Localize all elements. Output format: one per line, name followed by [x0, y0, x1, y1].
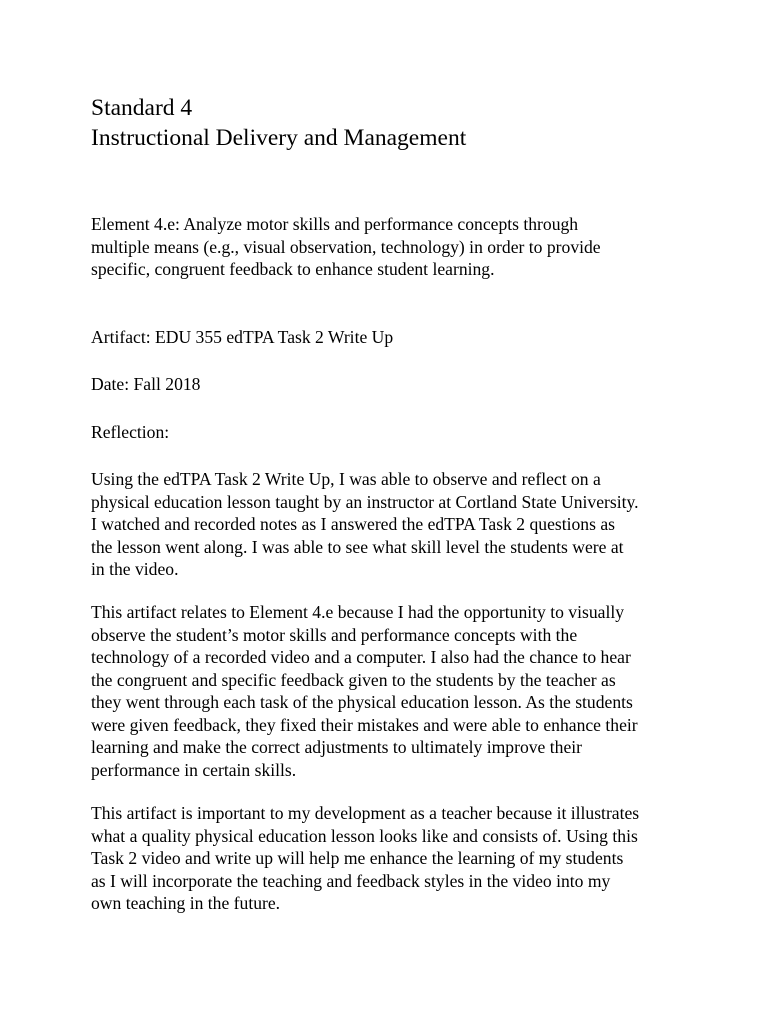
element-line: Element 4.e: Analyze motor skills and performance concepts through: [91, 214, 579, 234]
date-line: Date: Fall 2018: [91, 374, 201, 394]
paragraph-line: they went through each task of the physical education lesson. As the students: [91, 692, 633, 712]
paragraph-line: performance in certain skills.: [91, 759, 297, 780]
paragraph-line: This artifact is important to my development as a teacher because it illustrates: [91, 803, 640, 823]
reflection-paragraph-3: [91, 802, 639, 915]
reflection-paragraph-2: [91, 601, 638, 781]
document-page: [91, 93, 691, 913]
element-line: multiple means (e.g., visual observation, technology) in order to provide: [91, 236, 601, 257]
paragraph-line: I watched and recorded notes as I answered the edTPA Task 2 questions as: [91, 514, 615, 534]
standard-number: Standard 4: [91, 95, 193, 121]
paragraph-line: in the video.: [91, 559, 179, 579]
standard-title: Instructional Delivery and Management: [91, 125, 467, 151]
paragraph-line: Using the edTPA Task 2 Write Up, I was able to observe and reflect on a: [91, 469, 601, 489]
element-line: specific, congruent feedback to enhance student learning.: [91, 259, 495, 279]
artifact-line: Artifact: EDU 355 edTPA Task 2 Write Up: [91, 327, 394, 347]
element-description: [91, 213, 601, 281]
paragraph-line: physical education lesson taught by an instructor at Cortland State University.: [91, 491, 639, 512]
paragraph-line: This artifact relates to Element 4.e because I had the opportunity to visually: [91, 602, 625, 622]
paragraph-line: as I will incorporate the teaching and feedback styles in the video into my: [91, 870, 611, 891]
paragraph-line: observe the student’s motor skills and performance concepts with the: [91, 624, 578, 645]
paragraph-line: technology of a recorded video and a computer. I also had the chance to hear: [91, 647, 631, 667]
paragraph-line: the congruent and specific feedback given to the students by the teacher as: [91, 669, 616, 690]
paragraph-line: were given feedback, they fixed their mistakes and were able to enhance their: [91, 714, 638, 735]
paragraph-line: Task 2 video and write up will help me enhance the learning of my students: [91, 848, 624, 868]
paragraph-line: the lesson went along. I was able to see what skill level the students were at: [91, 536, 624, 557]
reflection-paragraph-1: [91, 468, 639, 581]
paragraph-line: what a quality physical education lesson looks like and consists of. Using this: [91, 825, 638, 846]
paragraph-line: learning and make the correct adjustments to ultimately improve their: [91, 737, 583, 757]
paragraph-line: own teaching in the future.: [91, 893, 281, 913]
reflection-label: Reflection:: [91, 422, 170, 442]
